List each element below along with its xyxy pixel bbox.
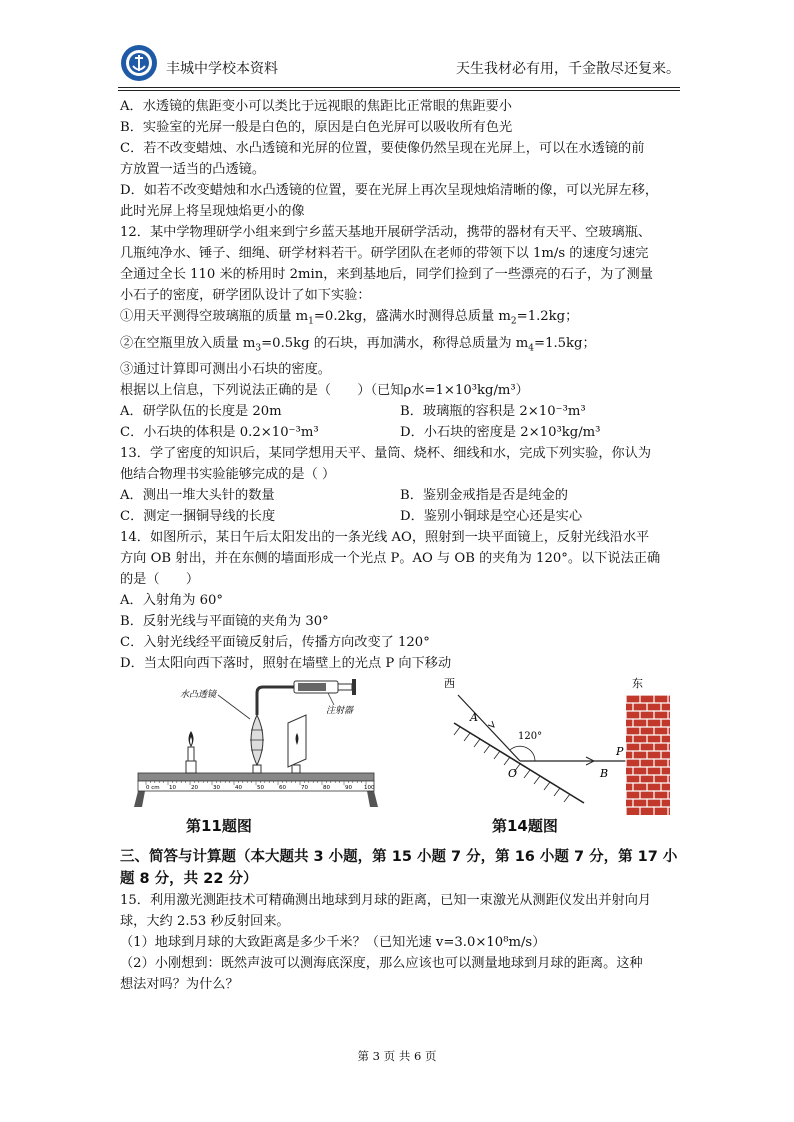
page-header <box>120 44 680 84</box>
q12-stem-4: 小石子的密度，研学团队设计了如下实验： <box>120 288 371 303</box>
q12-stem-1: 12．某中学物理研学小组来到宁乡蓝天基地开展研学活动，携带的器材有天平、空玻璃瓶、 <box>120 225 652 240</box>
q15-part-2: （2）小刚想到：既然声波可以测海底深度，那么应该也可以测量地球到月球的距离。这种 <box>120 956 643 971</box>
q13-option-d: D．鉴别小铜球是空心还是实心 <box>400 509 583 525</box>
light-screen-icon <box>288 715 306 773</box>
q15-stem-1: 15．利用激光测距技术可精确测出地球到月球的距离，已知一束激光从测距仪发出并射向月 <box>120 893 652 908</box>
ruler-label-60: 60 <box>279 785 286 791</box>
q13-options-row-2 <box>120 506 680 527</box>
q14-option-b: B．反射光线与平面镜的夹角为 30° <box>120 614 329 630</box>
q14-stem-1: 14．如图所示，某日午后太阳发出的一条光线 AO，照射到一块平面镜上，反射光线沿水平 <box>120 530 650 546</box>
q12-step-3: ③通过计算即可测出小石块的密度。 <box>120 362 331 378</box>
ruler-label-100: 100 <box>364 785 375 791</box>
header-divider-thin <box>118 90 680 91</box>
header-motto: 天生我材必有用，千金散尽还复来。 <box>456 61 680 77</box>
q13-option-a: A．测出一堆大头针的数量 <box>120 488 275 504</box>
school-logo-icon <box>120 44 158 82</box>
q12-option-b: B．玻璃瓶的容积是 2×10⁻³m³ <box>400 404 586 420</box>
q14-option-c: C．入射光线经平面镜反射后，传播方向改变了 120° <box>120 635 430 651</box>
label-p: P <box>616 745 624 758</box>
q15-part-2-cont: 想法对吗？为什么？ <box>120 977 239 992</box>
q11-option-d: D．如若不改变蜡烛和水凸透镜的位置，要在光屏上再次呈现烛焰清晰的像，可以光屏左移， <box>120 183 659 198</box>
label-a: A <box>470 711 478 724</box>
ruler-label-20: 20 <box>191 785 198 791</box>
label-syringe: 注射器 <box>326 706 354 716</box>
q14-option-d: D．当太阳向西下落时，照射在墙壁上的光点 P 向下移动 <box>120 656 452 672</box>
mirror-reflection-diagram <box>436 675 676 815</box>
q12-ask: 根据以上信息，下列说法正确的是（ ）（已知ρ水=1×10³kg/m³） <box>120 383 529 399</box>
q12-option-d: D．小石块的密度是 2×10³kg/m³ <box>400 425 601 441</box>
q13-stem-1: 13．学了密度的知识后，某同学想用天平、量筒、烧杯、细线和水，完成下列实验，你认为 <box>120 446 652 462</box>
page-footer: 第 3 页 共 6 页 <box>357 1049 437 1063</box>
q12-step-2: ②在空瓶里放入质量 $m_3=0.5kg$ 的石块，再加满水，称得总质量为 $m_4=1.5kg$； <box>120 335 596 354</box>
ruler-label-30: 30 <box>213 785 220 791</box>
q12-stem-2: 几瓶纯净水、锤子、细绳、研学材料若干。研学团队在老师的带领下以 1m/s 的速度匀速完 <box>120 246 649 261</box>
q15-part-1: （1）地球到月球的大致距离是多少千米？（已知光速 v=3.0×10⁸m/s） <box>120 935 546 950</box>
section-3-heading: 三、简答与计算题（本大题共 3 小题，第 15 小题 7 分，第 16 小题 7 分，第 17 小题 8 分，共 22 分） <box>120 849 678 887</box>
header-divider <box>118 87 680 88</box>
q13-option-c: C．测定一捆铜导线的长度 <box>120 509 276 525</box>
ruler-label-70: 70 <box>301 785 308 791</box>
q11-option-c: C．若不改变蜡烛、水凸透镜和光屏的位置，要使像仍然呈现在光屏上，可以在水透镜的前 <box>120 141 645 156</box>
label-west: 西 <box>444 677 455 690</box>
ruler-label-90: 90 <box>345 785 352 791</box>
label-o: O <box>508 767 518 780</box>
question-content <box>120 96 680 674</box>
q14-stem-2: 方向 OB 射出，并在东侧的墙面形成一个光点 P。AO 与 OB 的夹角为 120°。以下说法正确 <box>120 551 661 567</box>
q12-step-1: ①用天平测得空玻璃瓶的质量 $m_1=0.2kg$，盛满水时测得总质量 $m_2=1.2kg$； <box>120 309 579 327</box>
figure-11 <box>126 675 386 840</box>
figure-11-caption: 第11题图 <box>186 817 252 835</box>
candle-icon <box>186 731 196 773</box>
q11-option-b: B．实验室的光屏一般是白色的，原因是白色光屏可以吸收所有色光 <box>120 120 513 135</box>
q12-options-row-2 <box>120 422 680 443</box>
q12-stem-3: 全通过全长 110 米的桥用时 2min，来到基地后，同学们捡到了一些漂亮的石子，为了测量 <box>120 267 653 282</box>
question-15 <box>120 890 680 995</box>
q13-stem-2: 他结合物理书实验能够完成的是（ ） <box>120 467 336 483</box>
q12-options-row-1 <box>120 401 680 422</box>
ruler-label-0: 0 cm <box>146 785 160 791</box>
figure-14-caption: 第14题图 <box>492 817 558 835</box>
figures-row <box>120 675 680 840</box>
figure-14 <box>436 675 676 840</box>
ruler-label-40: 40 <box>235 785 242 791</box>
water-lens-icon <box>250 687 294 773</box>
brick-wall-icon <box>626 695 670 815</box>
label-water-lens: 水凸透镜 <box>180 690 217 700</box>
label-east: 东 <box>632 677 643 690</box>
ruler-label-10: 10 <box>169 785 176 791</box>
label-angle-120: 120° <box>518 731 543 742</box>
label-b: B <box>600 767 609 780</box>
q12-option-c: C．小石块的体积是 0.2×10⁻³m³ <box>120 425 319 441</box>
q13-option-b: B．鉴别金戒指是否是纯金的 <box>400 488 568 504</box>
q14-option-a: A．入射角为 60° <box>120 593 224 609</box>
q11-option-a: A．水透镜的焦距变小可以类比于远视眼的焦距比正常眼的焦距要小 <box>120 99 512 114</box>
school-name: 丰城中学校本资料 <box>166 61 278 77</box>
q13-options-row-1 <box>120 485 680 506</box>
q11-option-c-cont: 方放置一适当的凸透镜。 <box>120 162 266 177</box>
q14-stem-3: 的是（ ） <box>120 572 200 588</box>
ruler-label-50: 50 <box>257 785 264 791</box>
q15-stem-2: 球，大约 2.53 秒反射回来。 <box>120 914 290 929</box>
q12-option-a: A．研学队伍的长度是 20m <box>120 404 282 420</box>
q11-option-d-cont: 此时光屏上将呈现烛焰更小的像 <box>120 204 305 219</box>
optical-bench-diagram <box>126 675 386 815</box>
syringe-icon <box>294 679 356 695</box>
ruler-label-80: 80 <box>323 785 330 791</box>
